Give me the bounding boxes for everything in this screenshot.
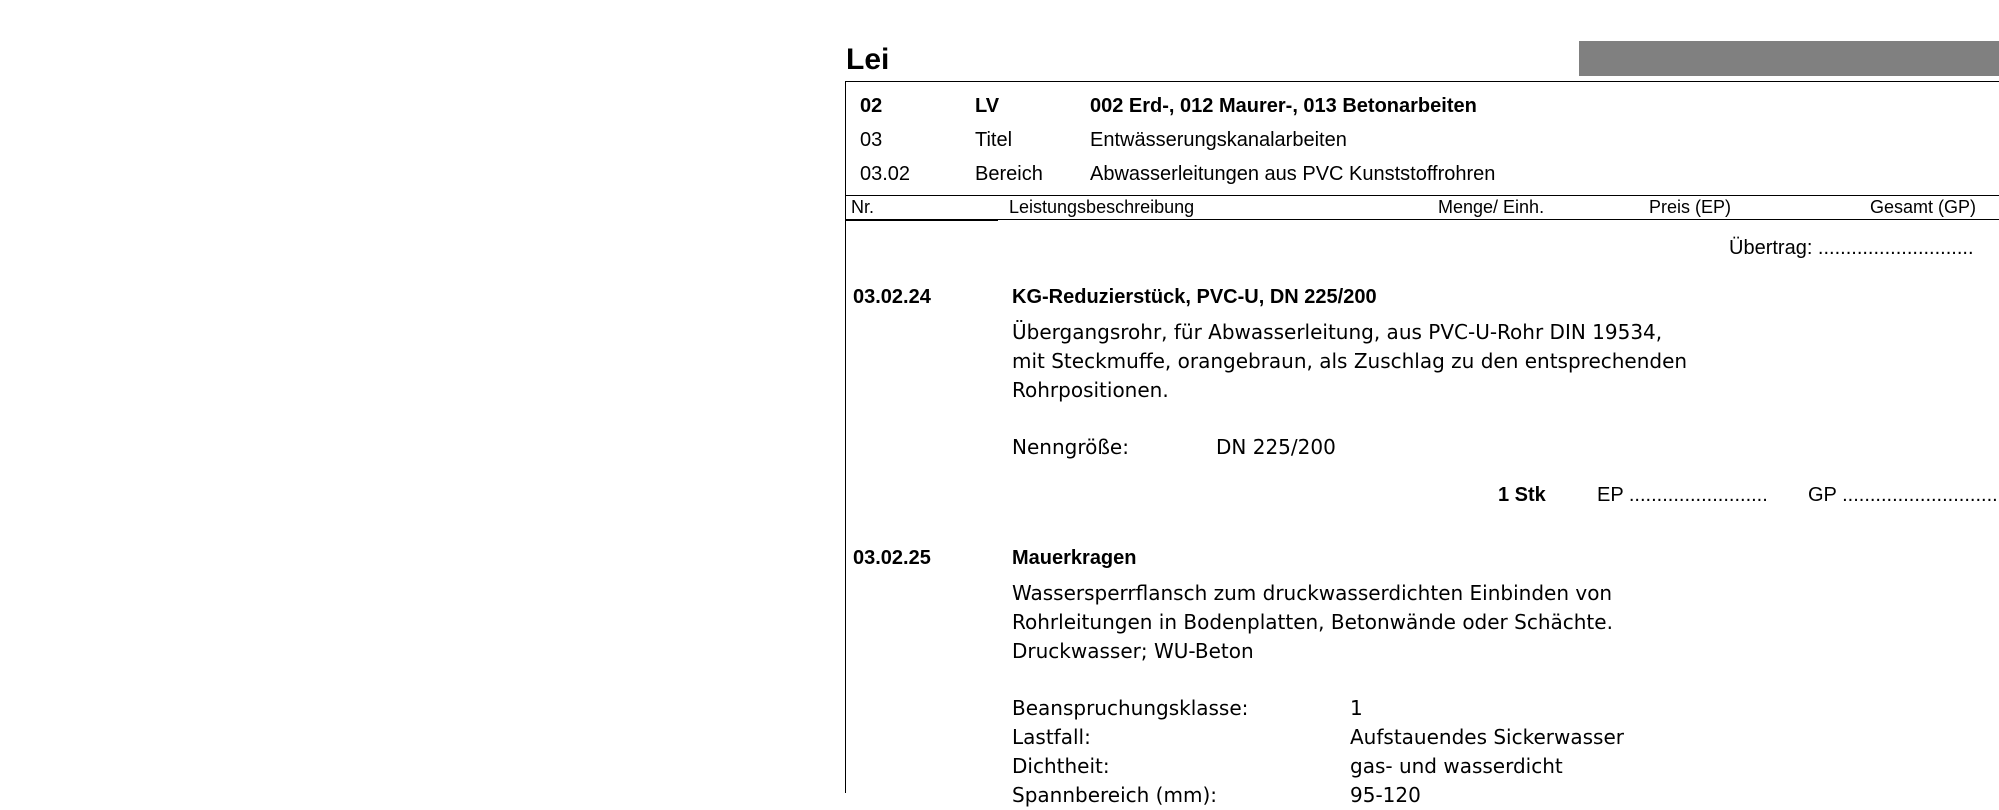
position-description: Übergangsrohr, für Abwasserleitung, aus PVC-U-Rohr DIN 19534, mit Steckmuffe, orangebraun, als Zuschlag zu den entsprechenden Rohrpositionen. <box>1012 320 1688 402</box>
header-row-bereich-nr: 03.02 <box>860 163 911 185</box>
column-header-price: Preis (EP) <box>1649 197 1732 217</box>
position-title: Mauerkragen <box>1012 547 1137 569</box>
column-header-total: Gesamt (GP) <box>1870 197 1977 217</box>
property-label: Lastfall: <box>1012 725 1091 749</box>
property-label: Beanspruchungsklasse: <box>1012 696 1249 720</box>
position-number: 03.02.24 <box>853 286 931 308</box>
header-row-bereich-type: Bereich <box>975 163 1043 185</box>
total-price-field: GP ............................ <box>1808 484 1998 506</box>
property-label: Nenngröße: <box>1012 435 1129 459</box>
column-header-nr: Nr. <box>851 197 875 217</box>
position-description: Wassersperrflansch zum druckwasserdichten Einbinden von Rohrleitungen in Bodenplatten, Betonwände oder Schächte. Druckwasser; WU-Beton <box>1012 581 1613 663</box>
position-number: 03.02.25 <box>853 547 931 569</box>
position-title: KG-Reduzierstück, PVC-U, DN 225/200 <box>1012 286 1377 308</box>
property-value: DN 225/200 <box>1216 435 1336 459</box>
position-quantity: 1 Stk <box>1498 484 1546 506</box>
column-header-separator <box>846 219 1999 220</box>
header-grey-bar <box>1579 41 1999 76</box>
header-row-lv-nr: 02 <box>860 95 883 117</box>
document-title: Lei <box>846 43 890 76</box>
header-row-title-text: Entwässerungskanalarbeiten <box>1090 129 1347 151</box>
header-row-title-type: Titel <box>975 129 1013 151</box>
nr-column-underline <box>846 220 998 221</box>
header-row-lv-type: LV <box>975 95 1000 117</box>
column-header-quantity: Menge/ Einh. <box>1438 197 1545 217</box>
property-label: Dichtheit: <box>1012 754 1110 778</box>
header-row-bereich-text: Abwasserleitungen aus PVC Kunststoffrohren <box>1090 163 1496 185</box>
unit-price-field: EP ......................... <box>1597 484 1768 506</box>
property-value: 95-120 <box>1350 783 1421 807</box>
header-row-title-nr: 03 <box>860 129 883 151</box>
column-header-description: Leistungsbeschreibung <box>1009 197 1195 217</box>
carryover-line: Übertrag: ............................ <box>1729 237 1974 259</box>
property-value: 1 <box>1350 696 1363 720</box>
property-value: gas- und wasserdicht <box>1350 754 1563 778</box>
property-label: Spannbereich (mm): <box>1012 783 1217 807</box>
property-value: Aufstauendes Sickerwasser <box>1350 725 1624 749</box>
header-row-lv-text: 002 Erd-, 012 Maurer-, 013 Betonarbeiten <box>1090 95 1477 117</box>
